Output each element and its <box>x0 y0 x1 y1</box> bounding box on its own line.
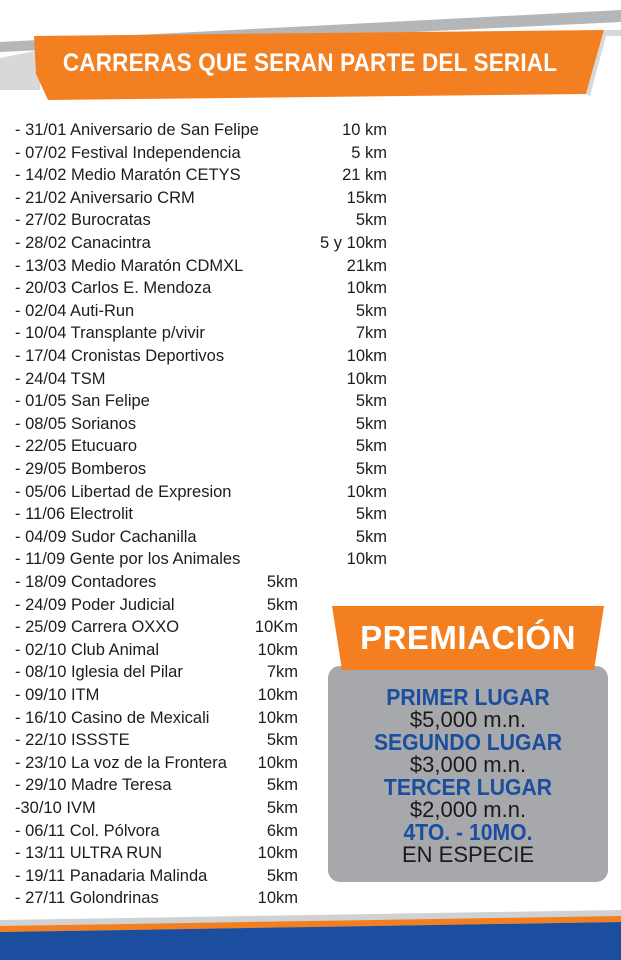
race-distance: 5km <box>355 392 387 411</box>
race-row <box>15 573 298 595</box>
race-distance: 10km <box>346 550 387 569</box>
race-row <box>15 731 298 753</box>
race-row <box>15 211 387 233</box>
race-distance: 10km <box>257 753 298 772</box>
race-name: - 05/06 Libertad de Expresion <box>15 482 232 501</box>
race-distance: 5km <box>266 776 298 795</box>
fourth-to-tenth-label: 4TO. - 10MO. <box>403 819 533 845</box>
bottom-band <box>0 906 621 960</box>
race-name: - 27/11 Golondrinas <box>15 889 159 908</box>
race-row <box>15 686 298 708</box>
race-row <box>15 867 298 889</box>
race-row <box>15 596 298 618</box>
race-distance: 10km <box>346 482 387 501</box>
race-name: - 11/06 Electrolit <box>15 505 133 524</box>
race-name: - 16/10 Casino de Mexicali <box>15 708 210 727</box>
race-row <box>15 483 387 505</box>
first-place-label: PRIMER LUGAR <box>386 684 550 710</box>
race-distance: 10km <box>257 844 298 863</box>
race-row <box>15 324 387 346</box>
race-distance: 5km <box>355 437 387 456</box>
second-place-label: SEGUNDO LUGAR <box>373 729 563 755</box>
race-row <box>15 663 298 685</box>
race-row <box>15 121 387 143</box>
race-distance: 6km <box>266 821 298 840</box>
race-distance: 10km <box>346 347 387 365</box>
race-distance: 10km <box>257 708 298 727</box>
race-name: -30/10 IVM <box>15 799 96 817</box>
second-place-amount: $3,000 m.n. <box>409 751 527 777</box>
race-distance: 10Km <box>254 618 298 637</box>
race-distance: 5 km <box>351 143 387 162</box>
race-row <box>15 370 387 392</box>
race-name: - 29/10 Madre Teresa <box>15 776 172 795</box>
race-row <box>15 257 387 279</box>
race-row <box>15 189 387 211</box>
prize-title: PREMIACIÓN <box>360 619 576 656</box>
race-distance: 5km <box>266 573 298 591</box>
race-row <box>15 460 387 482</box>
race-distance: 10km <box>257 640 298 659</box>
race-name: - 02/10 Club Animal <box>15 640 159 659</box>
first-place-amount: $5,000 m.n. <box>409 706 527 732</box>
prize-lines <box>328 686 608 866</box>
race-distance: 5km <box>355 211 387 230</box>
race-name: - 29/05 Bomberos <box>15 460 147 478</box>
race-row <box>15 754 298 776</box>
race-row <box>15 528 387 550</box>
race-name: - 18/09 Contadores <box>15 573 157 591</box>
race-distance: 5 y 10km <box>320 234 387 252</box>
race-row <box>15 279 387 301</box>
race-row <box>15 822 298 844</box>
race-row <box>15 392 387 414</box>
race-distance: 5km <box>266 799 298 817</box>
race-name: - 24/04 TSM <box>15 369 106 388</box>
race-name: - 11/09 Gente por los Animales <box>15 550 241 569</box>
race-distance: 5km <box>355 460 387 478</box>
race-row <box>15 437 387 459</box>
race-distance: 10km <box>346 369 387 388</box>
race-name: - 02/04 Auti-Run <box>15 301 135 320</box>
race-name: - 20/03 Carlos E. Mendoza <box>15 279 212 298</box>
race-row <box>15 844 298 866</box>
race-name: - 23/10 La voz de la Frontera <box>15 753 227 772</box>
race-row <box>15 505 387 527</box>
race-distance: 5km <box>355 414 387 433</box>
race-row <box>15 302 387 324</box>
race-name: - 17/04 Cronistas Deportivos <box>15 347 225 365</box>
race-distance: 10km <box>346 279 387 298</box>
race-name: - 09/10 ITM <box>15 686 100 704</box>
race-name: - 19/11 Panadaria Malinda <box>15 866 208 885</box>
race-distance: 5km <box>355 301 387 320</box>
race-name: - 21/02 Aniversario CRM <box>15 188 195 207</box>
race-name: - 13/03 Medio Maratón CDMXL <box>15 256 244 275</box>
race-name: - 04/09 Sudor Cachanilla <box>15 527 197 546</box>
race-name: - 08/10 Iglesia del Pilar <box>15 663 183 682</box>
race-name: - 01/05 San Felipe <box>15 392 150 411</box>
race-name: - 13/11 ULTRA RUN <box>15 844 163 863</box>
race-distance: 21km <box>346 256 387 275</box>
race-distance: 10km <box>257 889 298 908</box>
race-name: - 22/10 ISSSTE <box>15 731 130 750</box>
race-distance: 7km <box>266 663 298 682</box>
race-distance: 5km <box>266 866 298 885</box>
race-name: - 14/02 Medio Maratón CETYS <box>15 166 241 185</box>
prize-panel <box>328 606 608 882</box>
race-name: - 28/02 Canacintra <box>15 234 151 252</box>
race-name: - 06/11 Col. Pólvora <box>15 821 160 840</box>
race-name: - 27/02 Burocratas <box>15 211 151 230</box>
race-row <box>15 641 298 663</box>
race-distance: 7km <box>355 324 387 343</box>
race-distance: 5km <box>266 731 298 750</box>
race-distance: 5km <box>355 505 387 524</box>
header-title: CARRERAS QUE SERAN PARTE DEL SERIAL <box>62 49 558 77</box>
third-place-label: TERCER LUGAR <box>383 774 553 800</box>
race-name: - 07/02 Festival Independencia <box>15 143 241 162</box>
race-row <box>15 144 387 166</box>
third-place-amount: $2,000 m.n. <box>409 796 527 822</box>
race-row <box>15 347 387 369</box>
race-name: - 08/05 Sorianos <box>15 414 137 433</box>
race-row <box>15 799 298 821</box>
race-distance: 15km <box>346 188 387 207</box>
race-distance: 21 km <box>342 166 387 185</box>
race-name: - 25/09 Carrera OXXO <box>15 618 180 637</box>
race-row <box>15 776 298 798</box>
race-distance: 5km <box>355 527 387 546</box>
race-row <box>15 166 387 188</box>
race-name: - 10/04 Transplante p/vivir <box>15 324 205 343</box>
fourth-to-tenth-prize: EN ESPECIE <box>401 841 535 867</box>
race-distance: 10km <box>257 686 298 704</box>
race-name: - 24/09 Poder Judicial <box>15 595 175 614</box>
race-distance: 5km <box>266 595 298 614</box>
race-row <box>15 709 298 731</box>
race-row <box>15 550 387 572</box>
race-row <box>15 618 298 640</box>
race-row <box>15 234 387 256</box>
race-name: - 22/05 Etucuaro <box>15 437 137 456</box>
race-name: - 31/01 Aniversario de San Felipe <box>15 121 259 139</box>
race-distance: 10 km <box>342 121 387 139</box>
race-row <box>15 415 387 437</box>
